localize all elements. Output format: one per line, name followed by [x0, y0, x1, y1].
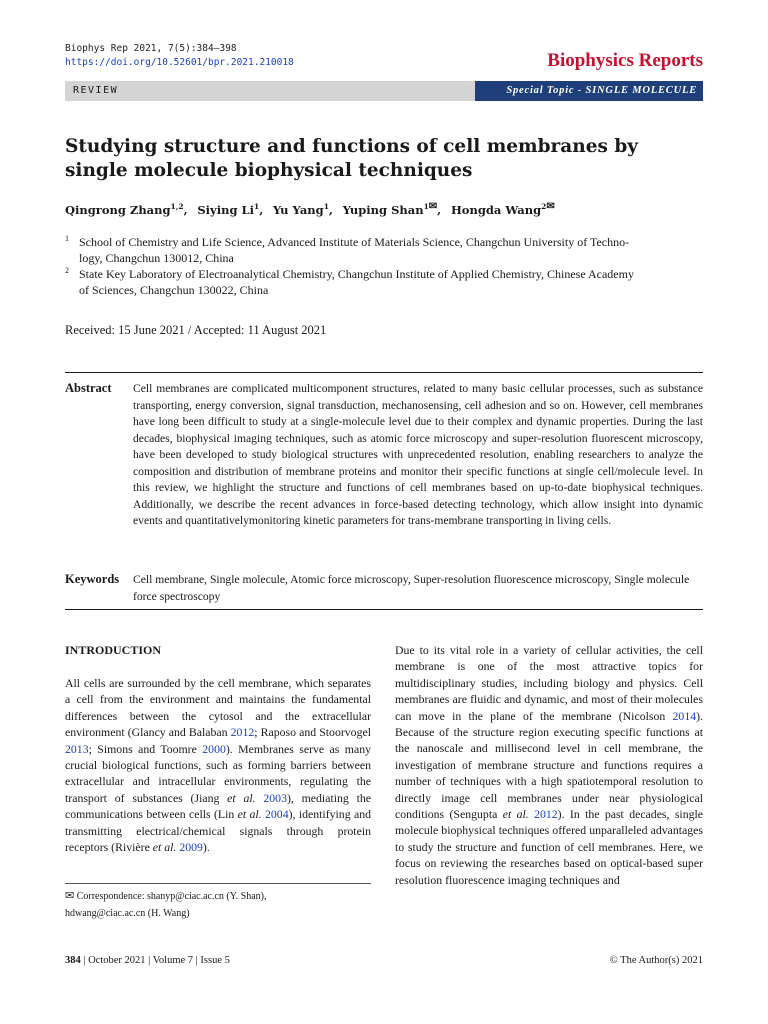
- abstract-text: Cell membranes are complicated multicomponent structures, related to many basic cellular processes, such as substance transporting, energy conversion, signal transduction, mechanosensing, cell adhesion and so on. However, cell membranes have long been difficult to study at a single-molecule level due to their complex and dynamic properties. During the last decades, biophysical imaging techniques, such as atomic force microscopy and super-resolution fluorescent microscopy, have been developed to study biological structures with unprecedented resolution, enabling researchers to analyze the composition and distribution of membrane proteins and monitor their specific functions at single cell/molecule level. In this review, we highlight the structure and functions of cell membranes based on up-to-date biophysical techniques. Additionally, we describe the recent advances in force-based detecting technology, which allow insight into dynamic events and quantitativelymonitoring kinetic parameters for trans-membrane transporting in living cells.: [133, 382, 703, 527]
- abstract-label: Abstract: [65, 381, 112, 395]
- special-topic-label: Special Topic - SINGLE MOLECULE: [475, 81, 703, 101]
- affiliation-line: of Sciences, Changchun 130022, China: [79, 283, 269, 297]
- affiliation-superscript: 1: [323, 202, 329, 211]
- envelope-icon[interactable]: ✉: [428, 201, 438, 212]
- keywords-text: Cell membrane, Single molecule, Atomic force microscopy, Super-resolution fluorescence microscopy, Single molecule force spectroscopy: [133, 573, 690, 603]
- body-text: et al.: [152, 840, 177, 855]
- author-name: Yu Yang: [272, 202, 324, 217]
- footer-left: [65, 955, 230, 966]
- body-text: ; Simons and Toomre: [88, 741, 203, 756]
- affiliation-superscript: 1: [423, 202, 429, 211]
- section-label: REVIEW: [65, 81, 475, 101]
- citation: Biophys Rep 2021, 7(5):384–398: [65, 43, 237, 54]
- envelope-icon: ✉: [65, 890, 75, 902]
- body-text: ; Raposo and Stoorvogel: [254, 725, 371, 740]
- doi-link[interactable]: https://doi.org/10.52601/bpr.2021.210018: [65, 57, 294, 68]
- divider: [65, 372, 703, 373]
- body-text: ). Membranes serve as many crucial biological functions, such as forming barriers between extracellular and intracellular environments, regulating the transport of substances (Jiang: [65, 741, 371, 805]
- body-text: et al.: [502, 807, 529, 822]
- author-name: Siying Li: [197, 202, 254, 217]
- body-text: All cells are surrounded by the cell membrane, which separates a cell from the environment and maintains the fundamental differences between the cytosol and the extracellular environment (Glancy and Balaban: [65, 676, 371, 740]
- affiliation-1: [65, 234, 705, 266]
- body-text: ), mediating the communications between cells (Lin: [65, 790, 371, 822]
- page-number: 384: [65, 955, 81, 966]
- article-title: Studying structure and functions of cell membranes by single molecule biophysical techniques: [65, 136, 639, 181]
- envelope-icon[interactable]: ✉: [546, 201, 555, 212]
- footnote-divider: [65, 883, 371, 884]
- affiliation-line: State Key Laboratory of Electroanalytical Chemistry, Changchun Institute of Applied Chemistry, Chinese Academy: [79, 267, 634, 281]
- citation-link[interactable]: 2013: [65, 741, 89, 756]
- body-text: et al.: [227, 790, 256, 805]
- body-text: ). Because of the structure region executing specific functions at the nanoscale and millisecond level in cell membrane, the investigation of membrane structure and functions requires a number of techniques with a high spatiotemporal resolution to directly image cell membranes under near physiological conditions (Sengupta: [395, 708, 703, 822]
- body-column-left: [65, 675, 371, 855]
- body-text: et al.: [237, 807, 262, 822]
- body-text: Due to its vital role in a variety of cellular activities, the cell membrane is one of the most attractive topics for multidisciplinary studies, including biology and physics. Cell membranes are fluidic and dynamic, and most of their molecules can move in the plane of the membrane (Nicolson: [395, 643, 703, 723]
- affiliation-line: logy, Changchun 130012, China: [79, 251, 234, 265]
- affiliation-line: School of Chemistry and Life Science, Advanced Institute of Materials Science, Changchun University of Techno-: [79, 235, 630, 249]
- correspondence-line-2: hdwang@ciac.ac.cn (H. Wang): [65, 908, 190, 919]
- received-accepted-dates: Received: 15 June 2021 / Accepted: 11 August 2021: [65, 323, 327, 337]
- journal-name: Biophysics Reports: [547, 50, 703, 71]
- affiliation-number: 1: [65, 234, 69, 243]
- affiliation-2: [65, 266, 705, 298]
- citation-link[interactable]: 2004: [265, 807, 289, 822]
- correspondence-note: [65, 888, 385, 922]
- citation-link[interactable]: 2000: [202, 741, 226, 756]
- body-text: ), identifying and transmitting electrical/chemical signals through protein receptors (Rivière: [65, 807, 371, 855]
- citation-link[interactable]: 2012: [534, 807, 558, 822]
- author-name: Qingrong Zhang: [65, 202, 171, 217]
- affiliation-superscript: 1,2: [170, 202, 184, 211]
- section-heading: INTRODUCTION: [65, 643, 162, 657]
- citation-link[interactable]: 2003: [263, 790, 287, 805]
- citation-link[interactable]: 2009: [179, 840, 203, 855]
- citation-link[interactable]: 2014: [672, 708, 697, 723]
- author-name: Yuping Shan: [342, 202, 424, 217]
- author-list: Qingrong Zhang$^{1,2}$, Siying Li$^1$, Yu Yang$^1$, Yuping Shan$^1$✉, Hongda Wang$^2$✉: [65, 201, 555, 217]
- citation-link[interactable]: 2012: [230, 725, 255, 740]
- body-text: ).: [202, 840, 210, 855]
- issue-info: | October 2021 | Volume 7 | Issue 5: [83, 955, 230, 966]
- divider: [65, 609, 703, 610]
- body-text: ). In the past decades, single molecule biophysical techniques offered unparalleled advantages to study the structure and function of cell membranes. Here, we focus on reviewing the researches based on optical-based super resolution fluorescence imaging techniques and: [395, 807, 704, 887]
- copyright: © The Author(s) 2021: [609, 955, 703, 966]
- author-name: Hongda Wang: [450, 202, 542, 217]
- correspondence-line-1: Correspondence: shanyp@ciac.ac.cn (Y. Shan),: [76, 891, 267, 902]
- body-column-right: [395, 642, 703, 888]
- keywords-label: Keywords: [65, 572, 120, 586]
- affiliation-superscript: 2: [541, 202, 547, 211]
- affiliation-number: 2: [65, 266, 69, 275]
- affiliation-superscript: 1: [253, 202, 260, 211]
